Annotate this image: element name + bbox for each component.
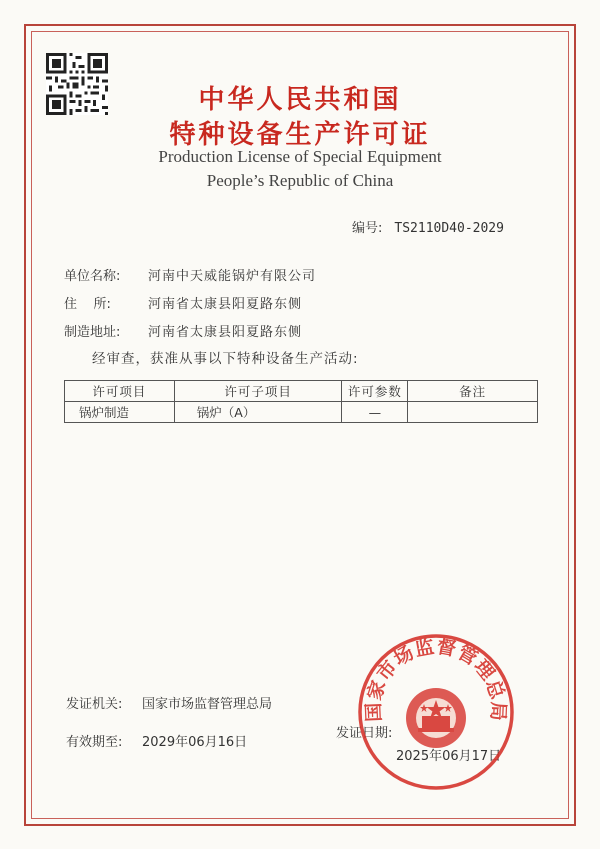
header-remarks: 备注 — [408, 381, 538, 402]
cell-permit-item: 锅炉制造 — [65, 402, 175, 423]
unit-name-value: 河南中天威能锅炉有限公司 — [148, 269, 317, 284]
license-number-label: 编号: — [352, 221, 383, 236]
license-number — [352, 217, 504, 236]
header-permit-item: 许可项目 — [65, 381, 175, 402]
unit-name-field — [64, 265, 316, 284]
address-label: 住 所: — [64, 297, 111, 312]
title-en-line2: People’s Republic of China — [206, 171, 394, 190]
cell-remarks — [408, 402, 538, 423]
address-field — [64, 293, 302, 312]
header-permit-parameter: 许可参数 — [342, 381, 408, 402]
title-cn-line1: 中华人民共和国 — [198, 85, 402, 115]
issue-date-value: 2025年06月17日 — [396, 749, 502, 764]
manufacturing-address-field — [64, 321, 302, 340]
title-en-line1: Production License of Special Equipment — [158, 147, 442, 166]
permit-table-header-row — [65, 381, 538, 402]
table-row — [65, 402, 538, 423]
cell-permit-parameter: — — [342, 402, 408, 423]
validity-date-value: 2029年06月16日 — [142, 735, 248, 750]
official-seal-stamp — [356, 632, 516, 792]
issuing-authority-value: 国家市场监督管理总局 — [142, 697, 273, 712]
manufacturing-address-value: 河南省太康县阳夏路东侧 — [148, 325, 303, 340]
validity-date-label: 有效期至: — [66, 735, 123, 750]
issuing-authority-label: 发证机关: — [66, 697, 123, 712]
title-cn-line2: 特种设备生产许可证 — [169, 120, 431, 150]
manufacturing-address-label: 制造地址: — [64, 325, 121, 340]
cell-permit-subitem: 锅炉（A） — [174, 402, 342, 423]
national-emblem-icon — [406, 688, 466, 748]
header-permit-subitem: 许可子项目 — [174, 381, 342, 402]
unit-name-label: 单位名称: — [64, 269, 121, 284]
address-value: 河南省太康县阳夏路东侧 — [148, 297, 303, 312]
permit-table — [64, 380, 538, 423]
approval-statement: 经审查，获准从事以下特种设备生产活动: — [92, 351, 359, 367]
issue-date-label: 发证日期: — [336, 726, 393, 741]
seal-text: 国家市场监督管理总局 — [362, 635, 510, 723]
validity-date — [66, 731, 247, 750]
license-number-value: TS2110D40-2029 — [394, 221, 504, 236]
issuing-authority — [66, 693, 272, 712]
